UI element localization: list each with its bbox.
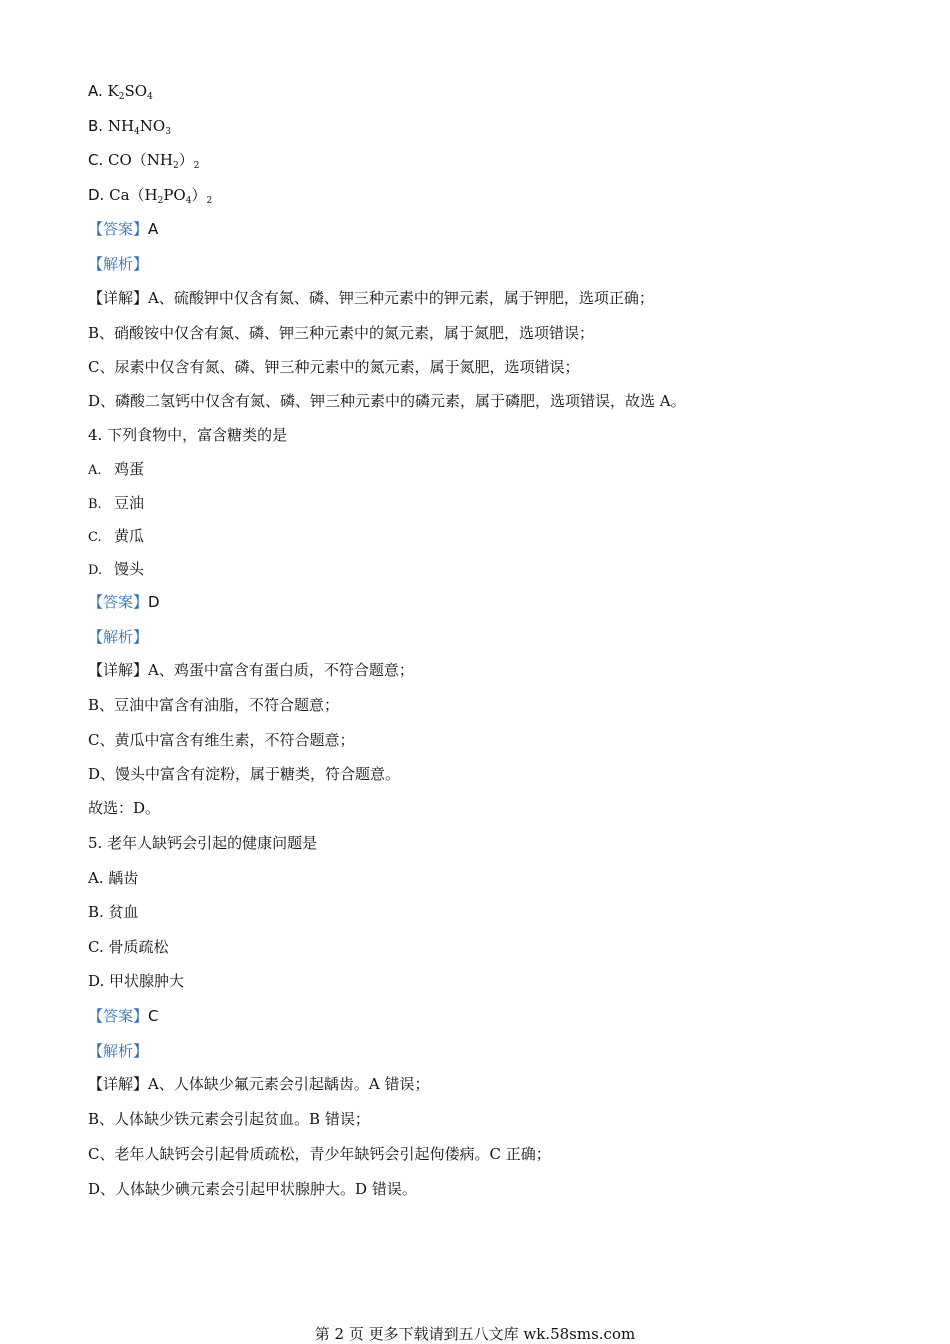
q5-answer: 【答案】C xyxy=(88,1007,159,1025)
q5-detail-line: B、人体缺少铁元素会引起贫血。B 错误； xyxy=(88,1110,370,1128)
page-footer: 第 2 页 更多下载请到五八文库 wk.58sms.com xyxy=(314,1325,636,1343)
q4-option-d: D. 馒头 xyxy=(88,560,145,578)
q4-option-c: C. 黄瓜 xyxy=(88,527,145,545)
q3-detail-line: D、磷酸二氢钙中仅含有氮、磷、钾三种元素中的磷元素，属于磷肥，选项错误，故选 A。 xyxy=(88,392,686,410)
q3-detail-line: 【详解】A、硫酸钾中仅含有氮、磷、钾三种元素中的钾元素，属于钾肥，选项正确； xyxy=(88,289,654,307)
q3-detail-line: C、尿素中仅含有氮、磷、钾三种元素中的氮元素，属于氮肥，选项错误； xyxy=(88,358,580,376)
q4-conclusion: 故选：D。 xyxy=(88,799,161,817)
q4-option-a: A. 鸡蛋 xyxy=(88,460,145,478)
q5-option-d: D. 甲状腺肿大 xyxy=(88,972,185,990)
q3-analysis-label: 【解析】 xyxy=(88,255,149,273)
q4-detail-line: D、馒头中富含有淀粉，属于糖类，符合题意。 xyxy=(88,765,401,783)
q3-option-a: A. $K_2SO_4$ xyxy=(88,82,153,102)
q3-detail-line: B、硝酸铵中仅含有氮、磷、钾三种元素中的氮元素，属于氮肥，选项错误； xyxy=(88,324,595,342)
q3-option-c: C. $CO(NH_2)_2$ xyxy=(88,151,200,171)
q4-detail-line: B、豆油中富含有油脂，不符合题意； xyxy=(88,696,340,714)
q5-option-b: B. 贫血 xyxy=(88,903,139,921)
q4-option-b: B. 豆油 xyxy=(88,494,145,512)
q5-detail-line: 【详解】A、人体缺少氟元素会引起龋齿。A 错误； xyxy=(88,1075,430,1093)
q5-question: 5. 老年人缺钙会引起的健康问题是 xyxy=(88,834,318,852)
q5-option-c: C. 骨质疏松 xyxy=(88,938,169,956)
q4-analysis-label: 【解析】 xyxy=(88,628,149,646)
q4-answer: 【答案】D xyxy=(88,593,160,611)
q4-detail-line: C、黄瓜中富含有维生素，不符合题意； xyxy=(88,731,355,749)
q5-detail-line: C、老年人缺钙会引起骨质疏松，青少年缺钙会引起佝偻病。C 正确； xyxy=(88,1145,551,1163)
q3-option-b: B. $NH_4NO_3$ xyxy=(88,117,171,137)
q5-detail-line: D、人体缺少碘元素会引起甲状腺肿大。D 错误。 xyxy=(88,1180,417,1198)
q4-detail-line: 【详解】A、鸡蛋中富含有蛋白质，不符合题意； xyxy=(88,661,414,679)
q5-option-a: A. 龋齿 xyxy=(88,869,139,887)
q3-answer: 【答案】A xyxy=(88,220,159,238)
q5-analysis-label: 【解析】 xyxy=(88,1042,149,1060)
q3-option-d: D. $Ca(H_2PO_4)_2$ xyxy=(88,186,213,206)
q4-question: 4. 下列食物中，富含糖类的是 xyxy=(88,426,288,444)
